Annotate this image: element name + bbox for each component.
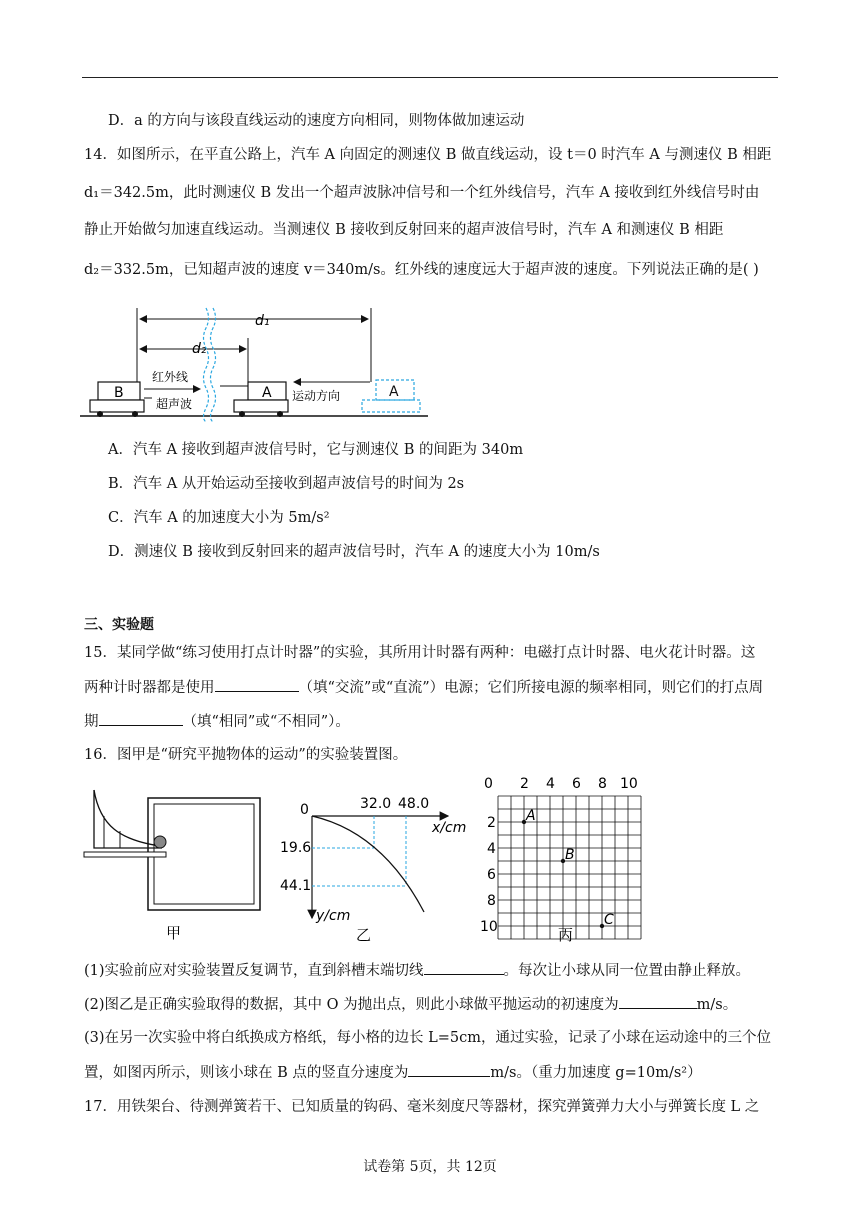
q15-line-2-a: 两种计时器都是使用: [84, 680, 215, 696]
q16-p2-a: (2)图乙是正确实验取得的数据，其中 O 为抛出点，则此小球做平抛运动的初速度为: [84, 997, 619, 1013]
q16-p3-a: 置，如图丙所示，则该小球在 B 点的竖直分速度为: [84, 1065, 409, 1081]
y-tick-label: 10: [480, 919, 498, 935]
q16-part-1: [84, 960, 780, 981]
answer-blank[interactable]: [619, 994, 697, 1009]
car-a-ghost-label: A: [389, 384, 399, 400]
fig-yi-caption: 乙: [356, 926, 372, 944]
break-mark-left: [204, 308, 209, 422]
y-tick-label: 2: [487, 815, 496, 831]
q14-option-b: B．汽车 A 从开始运动至接收到超声波信号的时间为 2s: [108, 476, 465, 492]
fig-jia-caption: 甲: [166, 924, 182, 942]
point-label: B: [565, 847, 575, 863]
page-footer: 试卷第 5页，共 12页: [363, 1159, 497, 1175]
car-a-wheel: [239, 411, 245, 417]
q14-line-4: d₂＝332.5m，已知超声波的速度 v＝340m/s。红外线的速度远大于超声波的速度。下列说法正确的是( ): [84, 262, 759, 278]
q16-part-3-line-1: (3)在另一次实验中将白纸换成方格纸，每小格的边长 L=5cm，通过实验，记录了小球在运动途中的三个位: [84, 1030, 772, 1046]
answer-blank[interactable]: [424, 960, 504, 975]
y-tick-label: 6: [487, 867, 496, 883]
infrared-label: 红外线: [152, 370, 189, 384]
q15-line-2: [84, 677, 780, 698]
ball: [154, 836, 166, 848]
trajectory-curve: [312, 816, 424, 912]
y-tick-2: 44.1: [280, 878, 312, 894]
point-label: A: [526, 808, 536, 824]
section-title: 三、实验题: [84, 617, 154, 633]
y-tick-label: 4: [487, 841, 496, 857]
x-axis-label: x/cm: [432, 820, 467, 836]
grid: [498, 796, 641, 939]
point-label: C: [604, 912, 614, 928]
d1-label: d₁: [255, 313, 270, 329]
x-tick-label: 8: [598, 776, 607, 792]
car-a-base: [234, 400, 288, 412]
q14-line-1: 14．如图所示，在平直公路上，汽车 A 向固定的测速仪 B 做直线运动，设 t＝0 时汽车 A 与测速仪 B 相距: [84, 147, 772, 163]
points: [522, 808, 614, 928]
motion-label: 运动方向: [292, 389, 341, 403]
fig-bing-caption: 丙: [558, 926, 574, 944]
q15-line-3: [84, 711, 780, 732]
y-tick-1: 19.6: [280, 840, 312, 856]
origin-label: 0: [484, 776, 493, 792]
q16-part-2: [84, 994, 780, 1015]
x-tick-label: 6: [572, 776, 581, 792]
car-b-wheel: [97, 411, 103, 417]
q14-figure: [80, 298, 440, 426]
car-b-base: [90, 400, 144, 412]
fig-yi: [272, 792, 472, 948]
q15-line-3-b: （填“相同”或“不相同”）。: [182, 714, 350, 730]
q14-option-c: C．汽车 A 的加速度大小为 5m/s²: [108, 510, 330, 526]
car-b-label: B: [114, 385, 124, 401]
q14-option-a: A．汽车 A 接收到超声波信号时，它与测速仪 B 的间距为 340m: [108, 442, 524, 458]
answer-blank[interactable]: [408, 1062, 490, 1077]
car-a-label: A: [262, 385, 272, 401]
q15-line-2-b: （填“交流”或“直流”）电源；它们所接电源的频率相同，则它们的打点周: [298, 680, 764, 696]
q14-line-3: 静止开始做匀加速直线运动。当测速仪 B 接收到反射回来的超声波信号时，汽车 A 和测速仪 B 相距: [84, 222, 724, 238]
ultrasound-label: 超声波: [156, 397, 193, 411]
table-plank: [84, 852, 166, 857]
q13-option-d: D．a 的方向与该段直线运动的速度方向相同，则物体做加速运动: [108, 113, 525, 129]
d2-label: d₂: [192, 341, 207, 357]
q16-p3-b: m/s。（重力加速度 g=10m/s²）: [490, 1065, 702, 1081]
car-b-wheel: [132, 411, 138, 417]
q15-line-3-a: 期: [84, 714, 99, 730]
car-a-ghost-base: [362, 400, 420, 412]
x-ticks: [520, 776, 638, 792]
break-mark-right: [211, 308, 216, 422]
q16-intro: 16．图甲是“研究平抛物体的运动”的实验装置图。: [84, 747, 408, 763]
x-tick-label: 2: [520, 776, 529, 792]
q16-p1-a: (1)实验前应对实验装置反复调节，直到斜槽末端切线: [84, 963, 424, 979]
origin-label: 0: [300, 802, 309, 818]
q16-part-3-line-2: [84, 1062, 780, 1083]
q14-option-d: D．测速仪 B 接收到反射回来的超声波信号时，汽车 A 的速度大小为 10m/s: [108, 544, 600, 560]
y-tick-label: 8: [487, 893, 496, 909]
q17-line-1: 17．用铁架台、待测弹簧若干、已知质量的钩码、毫米刻度尺等器材，探究弹簧弹力大小与弹簧长度 L 之: [84, 1099, 760, 1115]
x-tick-2: 48.0: [398, 796, 430, 812]
answer-blank[interactable]: [99, 711, 183, 726]
fig-bing: [478, 768, 658, 944]
header-rule: [82, 77, 778, 78]
q14-line-2: d₁＝342.5m，此时测速仪 B 发出一个超声波脉冲信号和一个红外线信号，汽车 A 接收到红外线信号时由: [84, 185, 760, 201]
car-a-wheel: [277, 411, 283, 417]
q16-p2-b: m/s。: [696, 997, 738, 1013]
answer-blank[interactable]: [215, 677, 299, 692]
x-tick-label: 4: [546, 776, 555, 792]
q16-p1-b: 。每次让小球从同一位置由静止释放。: [503, 963, 751, 979]
x-tick-label: 10: [620, 776, 638, 792]
x-tick-1: 32.0: [360, 796, 392, 812]
q15-line-1: 15．某同学做“练习使用打点计时器”的实验，其所用计时器有两种：电磁打点计时器、电火花计时器。这: [84, 645, 756, 661]
board-inner: [154, 804, 254, 904]
y-ticks: [480, 815, 498, 935]
fig-jia: [82, 786, 272, 946]
y-axis-label: y/cm: [316, 908, 351, 924]
